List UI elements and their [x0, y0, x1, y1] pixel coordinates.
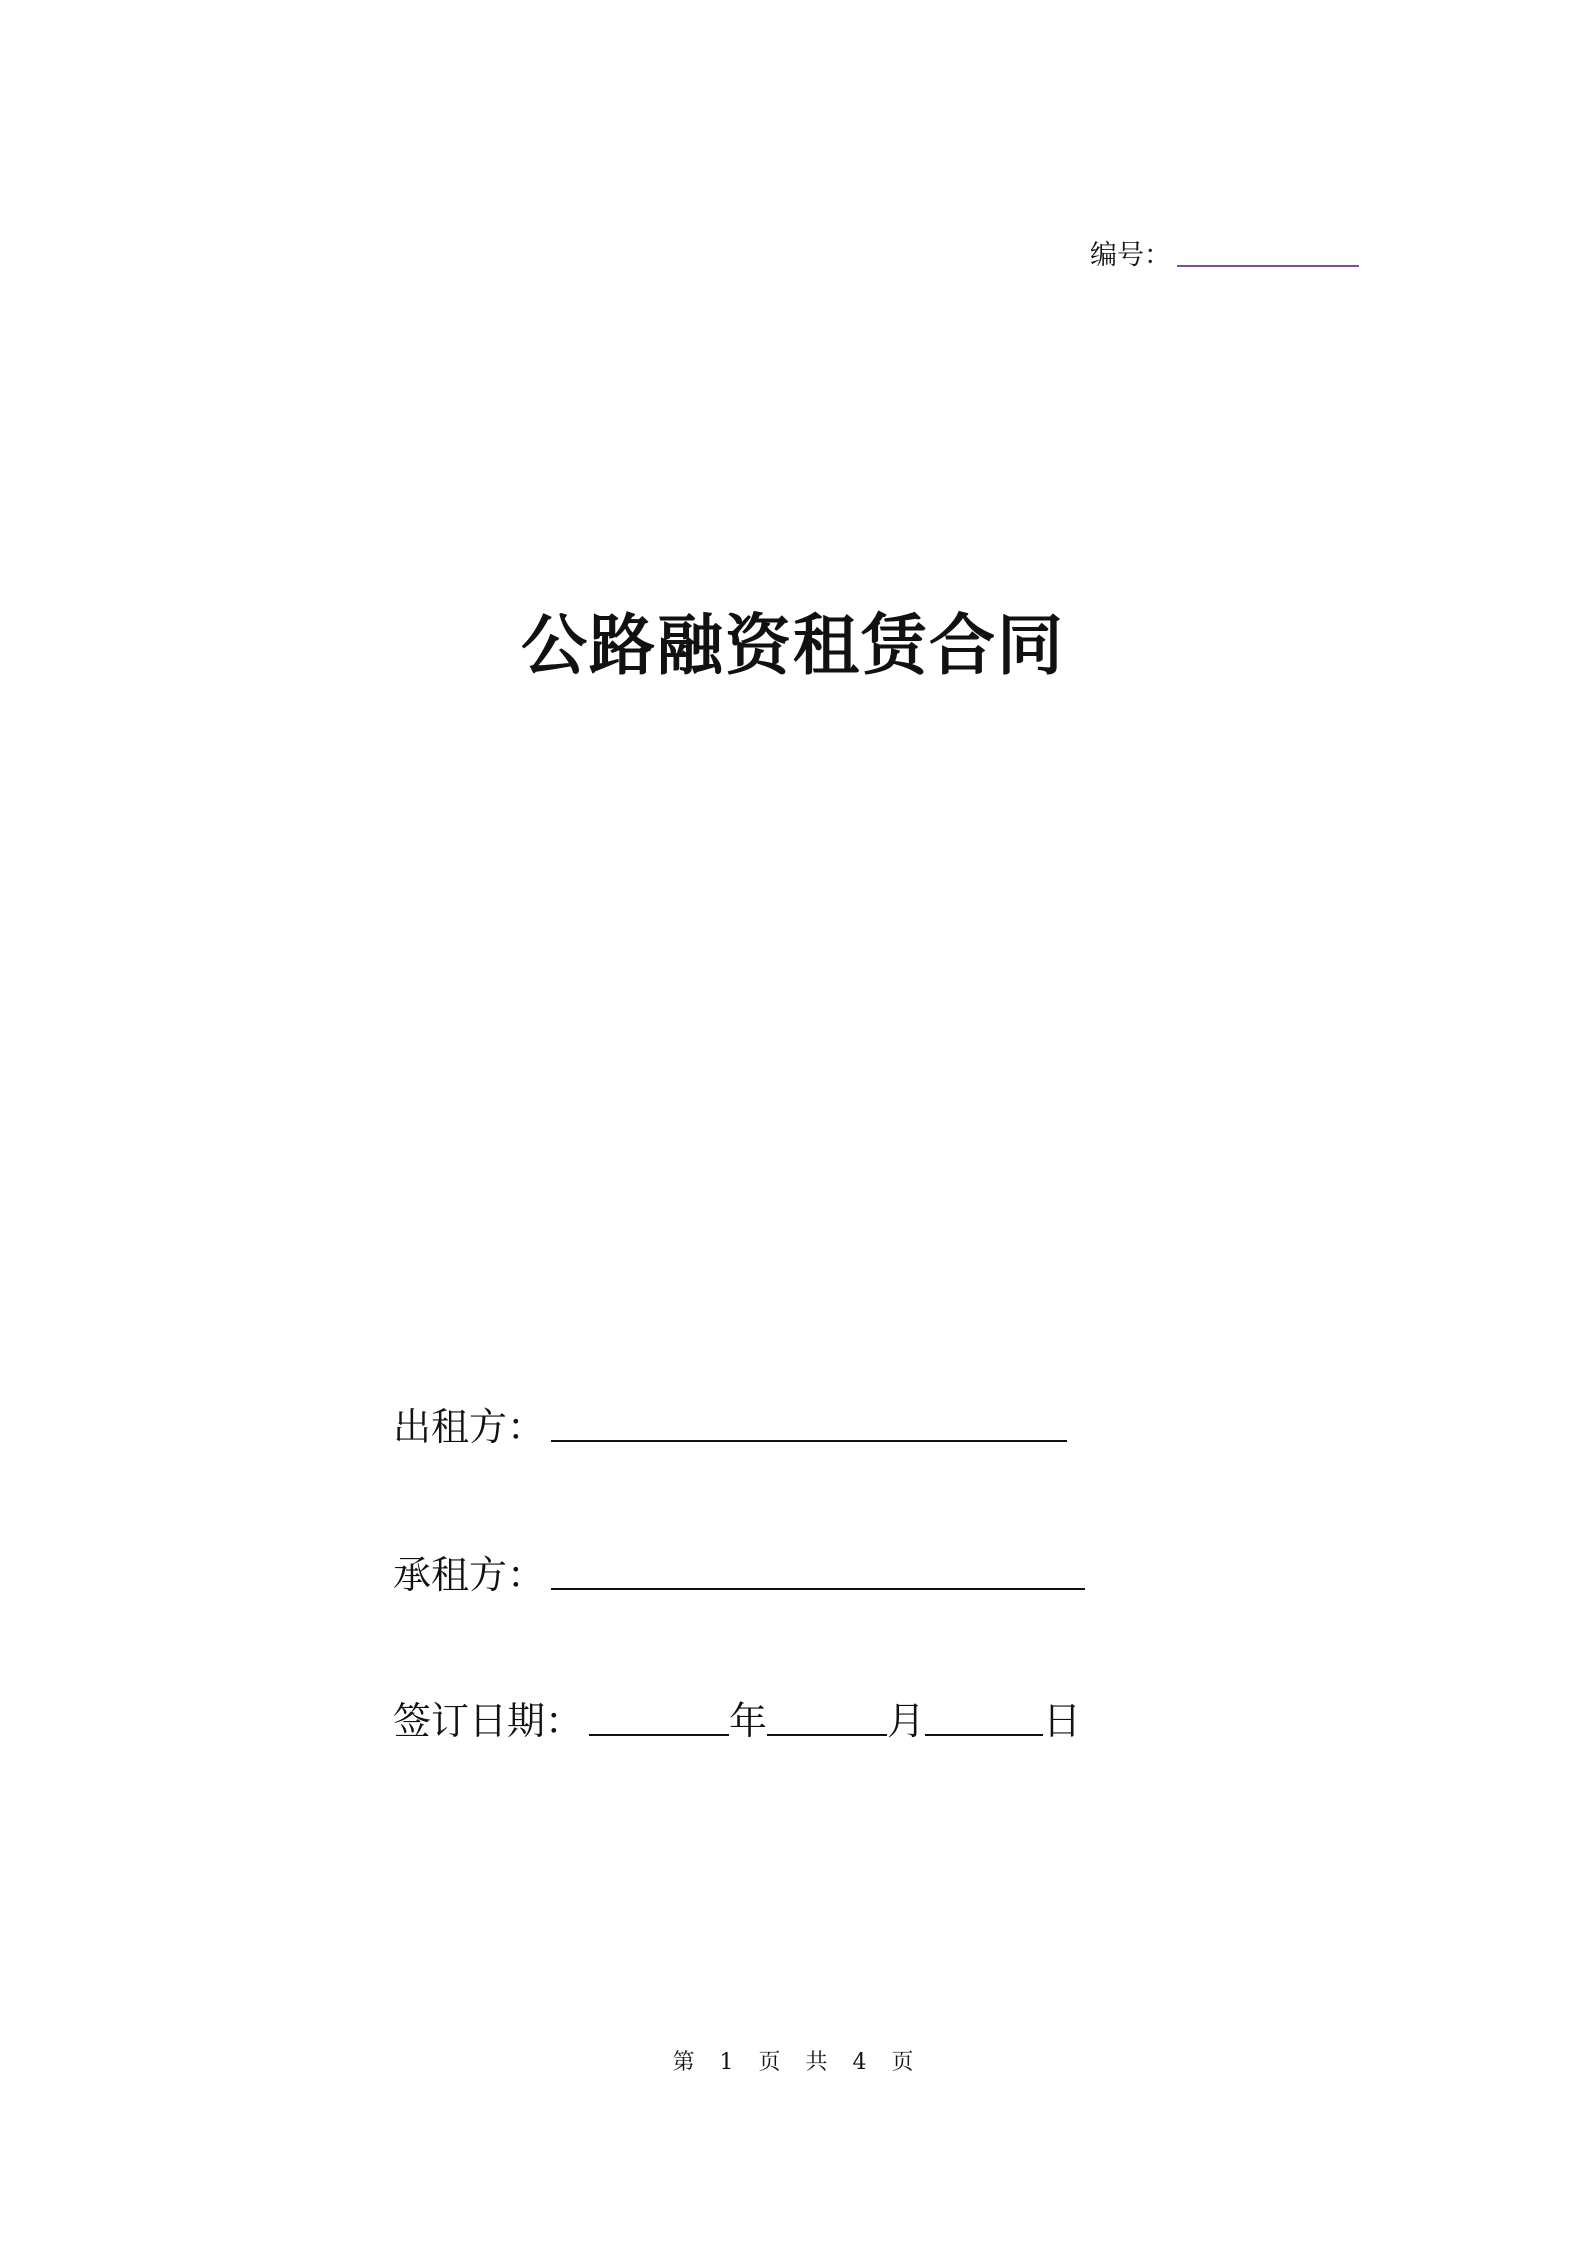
footer-total-prefix: 共	[805, 2050, 828, 2075]
contract-title: 公路融资租赁合同	[521, 606, 1065, 684]
page-footer	[0, 2052, 1586, 2074]
current-page-number: 1	[719, 2050, 734, 2075]
month-blank[interactable]	[767, 1734, 887, 1736]
lessor-field	[393, 1405, 1067, 1449]
month-label: 月	[887, 1699, 926, 1743]
lessee-label: 承租方：	[393, 1553, 546, 1597]
document-number-label: 编号：	[1090, 240, 1171, 271]
total-page-number: 4	[852, 2050, 867, 2075]
lessor-blank[interactable]	[551, 1440, 1067, 1442]
year-blank[interactable]	[589, 1734, 729, 1736]
document-number-blank[interactable]	[1177, 265, 1359, 267]
footer-page-unit: 页	[758, 2050, 781, 2075]
footer-prefix: 第	[672, 2050, 695, 2075]
day-blank[interactable]	[925, 1734, 1043, 1736]
footer-total-unit: 页	[891, 2050, 914, 2075]
year-label: 年	[729, 1699, 768, 1743]
document-number	[1090, 242, 1359, 269]
lessee-field	[393, 1553, 1085, 1597]
lessor-label: 出租方：	[393, 1405, 546, 1449]
lessee-blank[interactable]	[551, 1588, 1085, 1590]
sign-date-label: 签订日期：	[393, 1699, 584, 1743]
sign-date-field	[393, 1699, 1082, 1743]
day-label: 日	[1043, 1699, 1082, 1743]
